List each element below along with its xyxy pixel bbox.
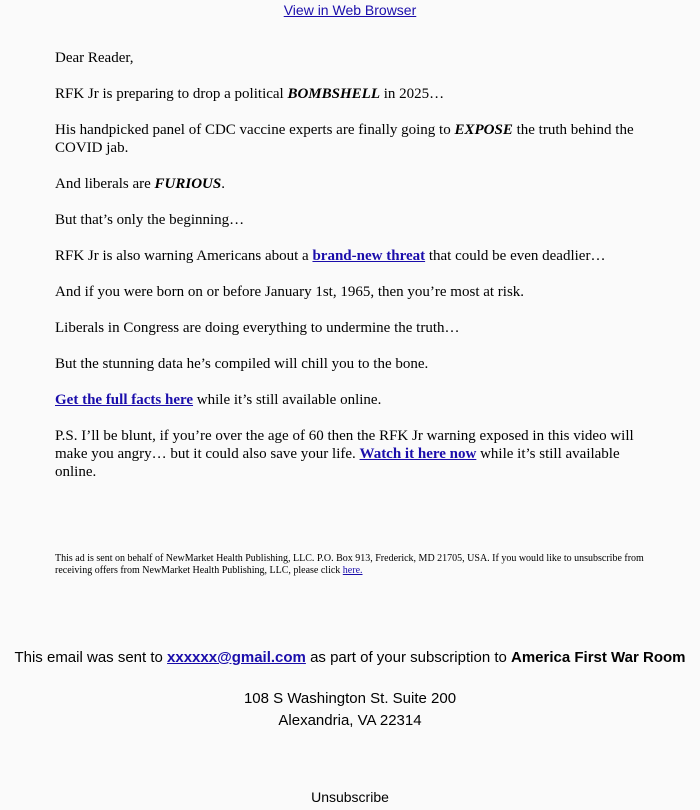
disclaimer-unsubscribe-link[interactable]: here. <box>342 564 363 576</box>
paragraph-beginning: But that’s only the beginning… <box>55 212 245 228</box>
paragraph-risk: And if you were born on or before January 1st, 1965, then you’re most at risk. <box>55 284 525 300</box>
text: in 2025… <box>380 86 445 102</box>
recipient-email-link[interactable]: xxxxxx@gmail.com <box>167 649 306 666</box>
text: And liberals are <box>55 176 155 192</box>
paragraph-facts <box>55 391 655 409</box>
disclaimer <box>55 553 645 576</box>
paragraph-ps <box>55 427 655 481</box>
text: as part of your subscription to <box>305 649 512 666</box>
text: that could be even deadlier… <box>425 248 606 264</box>
text: RFK Jr is preparing to drop a political <box>55 86 288 102</box>
top-bar <box>0 2 700 18</box>
text: . <box>221 176 225 192</box>
brand-name: America First War Room <box>511 649 686 666</box>
paragraph-threat <box>55 247 655 265</box>
view-in-browser-link[interactable]: View in Web Browser <box>283 2 417 18</box>
paragraph-congress: Liberals in Congress are doing everything to undermine the truth… <box>55 320 460 336</box>
letter-body <box>55 49 655 499</box>
emphasis-text: BOMBSHELL <box>287 86 380 102</box>
watch-it-here-link[interactable]: Watch it here now <box>359 446 477 462</box>
text: P.S. I’ll be blunt, if you’re over the age of 60 then the RFK Jr warning exposed in this video will make you angry… but it could also save your life. <box>55 428 634 462</box>
paragraph-bombshell <box>55 85 655 103</box>
text: while it’s still available online. <box>193 392 382 408</box>
footer-subscription-notice <box>0 648 700 668</box>
brand-new-threat-link[interactable]: brand-new threat <box>312 248 426 264</box>
unsubscribe-link[interactable]: Unsubscribe <box>311 789 389 805</box>
text: while it’s still available online. <box>55 446 620 480</box>
paragraph-expose <box>55 121 655 157</box>
text: This email was sent to <box>14 649 168 666</box>
disclaimer-text: This ad is sent on behalf of NewMarket Health Publishing, LLC. P.O. Box 913, Frederick, MD 21705, USA. If you would like to unsubscribe from receiving offers from NewMarket Health Publishing, LLC, please click <box>55 553 644 576</box>
get-full-facts-link[interactable]: Get the full facts here <box>55 392 194 408</box>
emphasis-text: EXPOSE <box>454 122 513 138</box>
paragraph-data: But the stunning data he’s compiled will chill you to the bone. <box>55 356 429 372</box>
text: His handpicked panel of CDC vaccine experts are finally going to <box>55 122 455 138</box>
greeting: Dear Reader, <box>55 50 134 66</box>
footer-address <box>0 688 700 732</box>
text: the truth behind the COVID jab. <box>55 122 634 156</box>
paragraph-furious <box>55 175 655 193</box>
text: RFK Jr is also warning Americans about a <box>55 248 313 264</box>
footer-unsubscribe <box>0 788 700 806</box>
emphasis-text: FURIOUS <box>154 176 222 192</box>
address-line-1: 108 S Washington St. Suite 200 <box>243 690 457 707</box>
address-line-2: Alexandria, VA 22314 <box>278 712 422 729</box>
